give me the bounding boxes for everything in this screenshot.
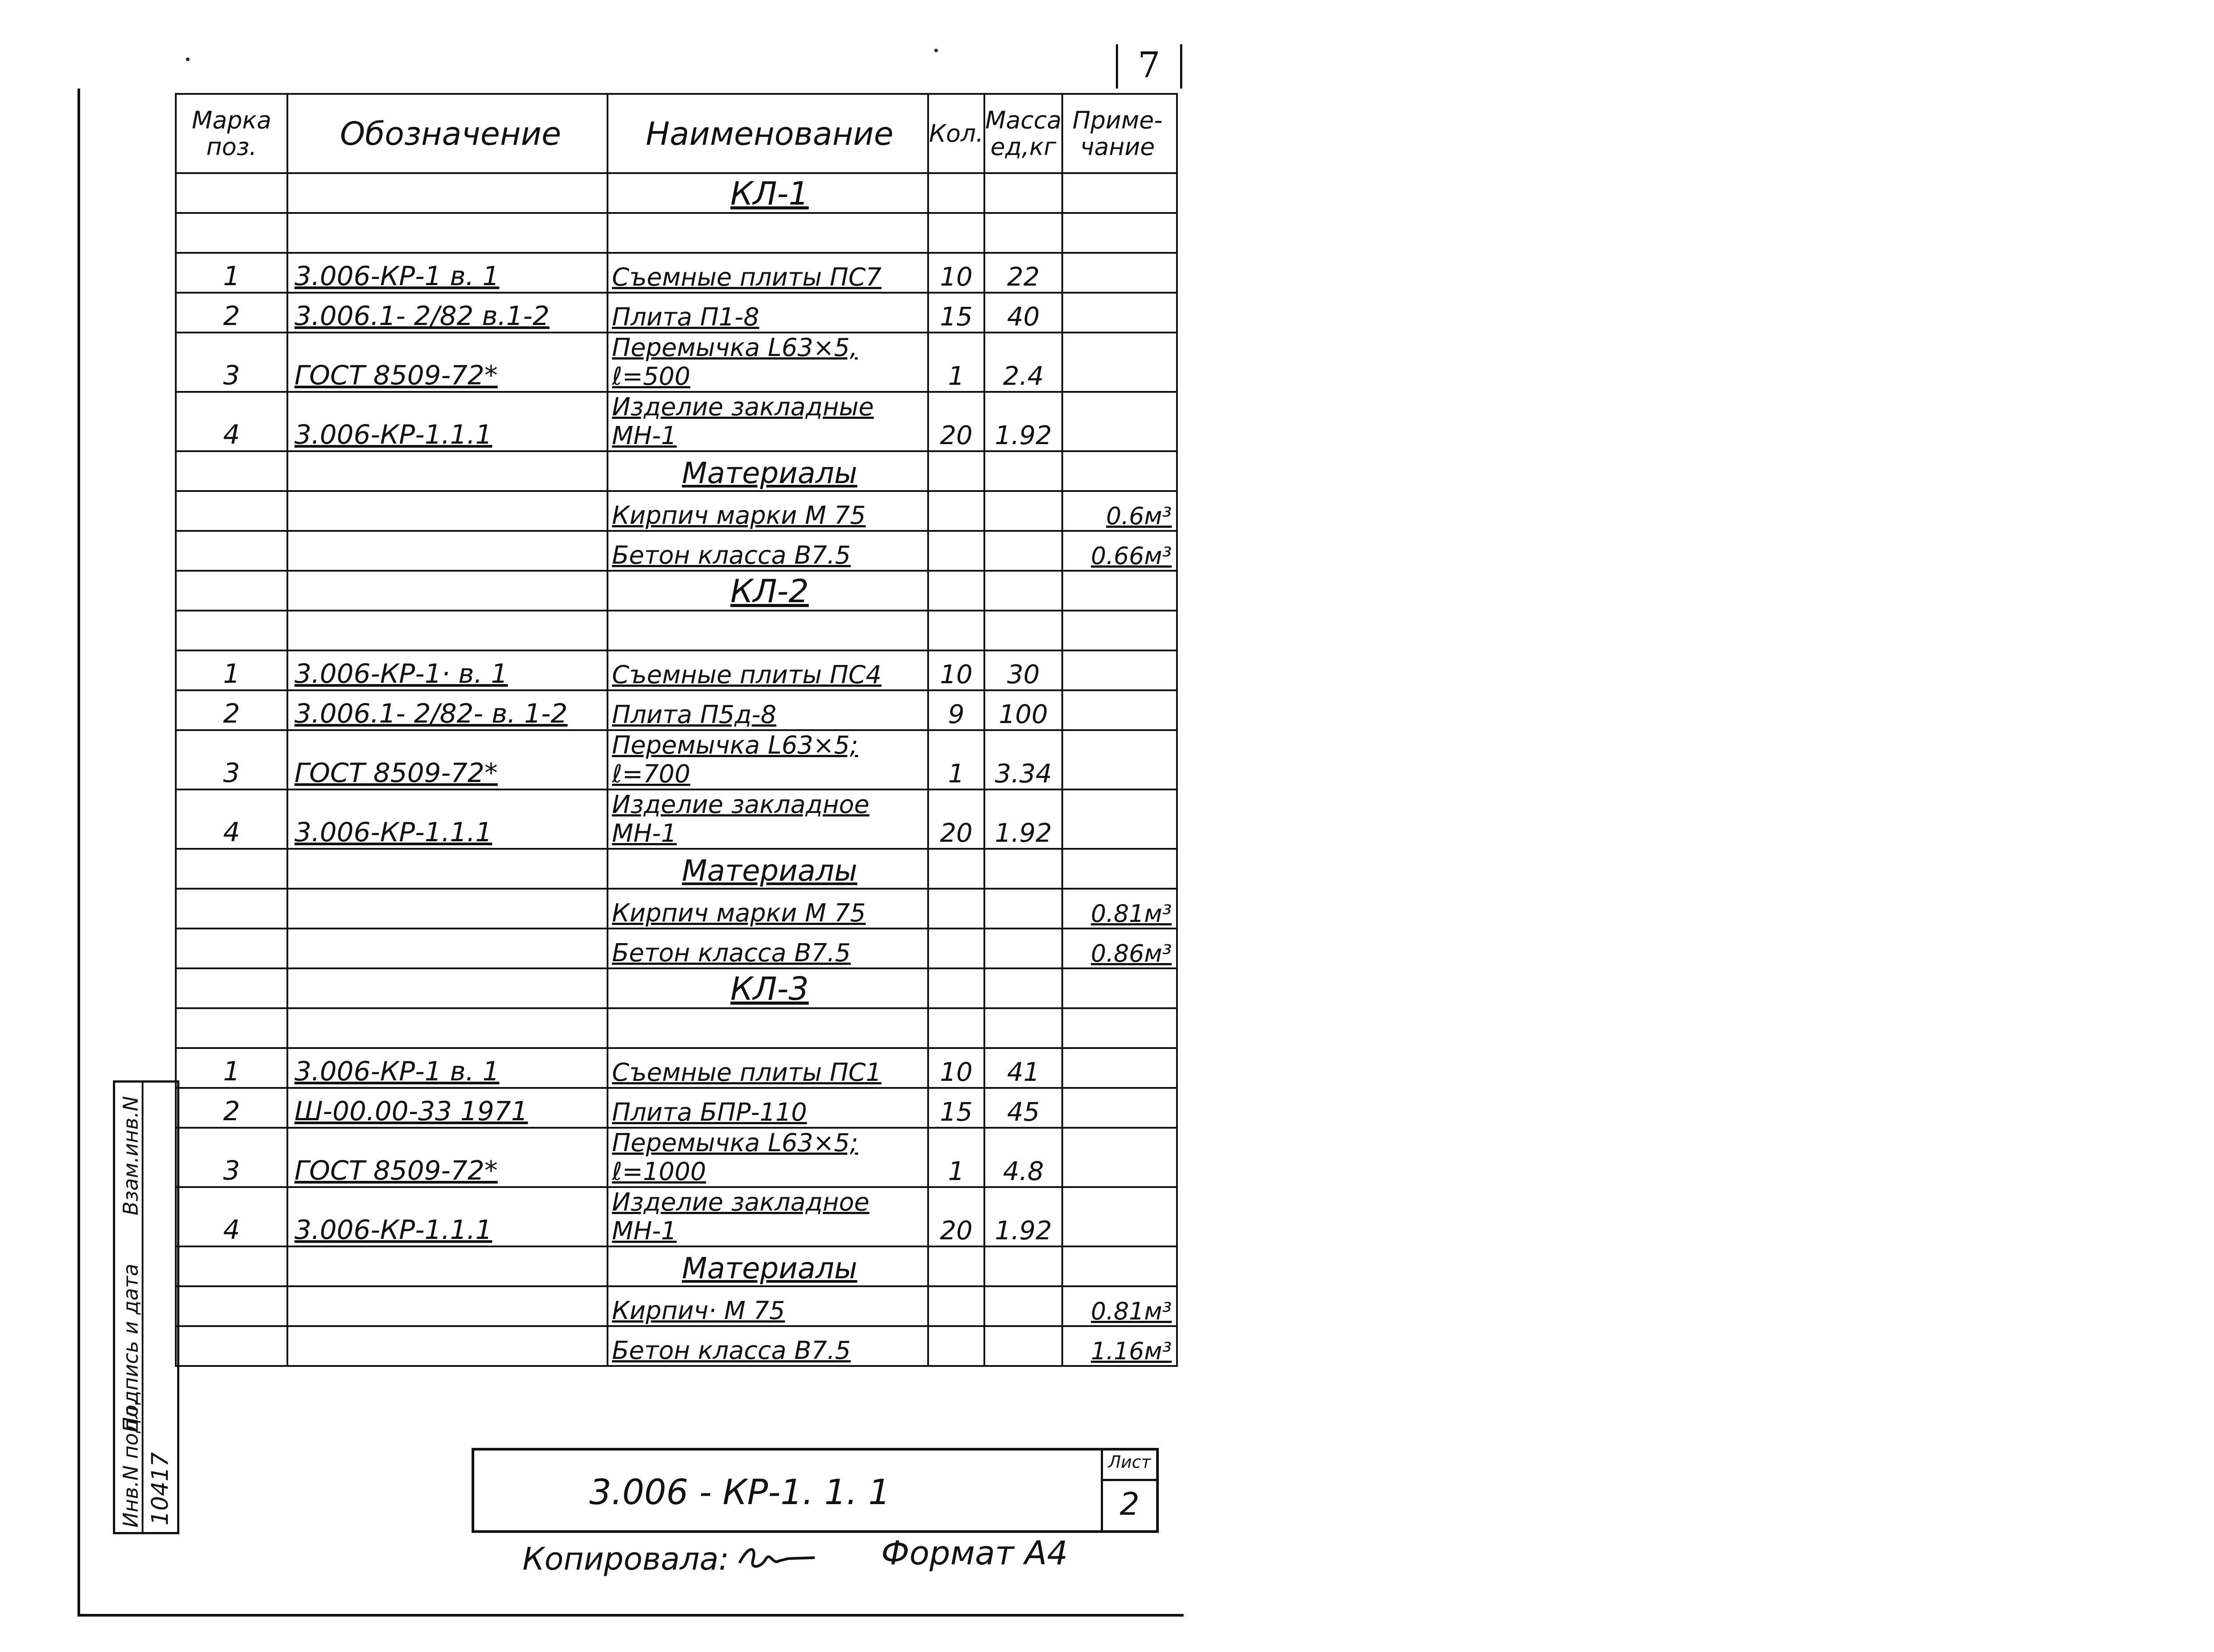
item-designation: Ш-00.00-33 1971 [287,1088,608,1128]
material-row [176,1286,1177,1326]
side-stamp [113,1080,179,1534]
item-name: Плита БПР-110 [608,1088,928,1128]
material-row [176,929,1177,968]
item-designation: 3.006.1- 2/82- в. 1-2 [287,690,608,730]
cell-empty [608,213,928,253]
cell-empty [984,968,1062,1008]
item-name: Плита П1-8 [608,293,928,333]
side-swap-label: Взам.инв.N [119,1096,143,1215]
cell-empty [176,1326,287,1366]
materials-title: Материалы [608,451,928,491]
speck [934,49,938,52]
item-position: 4 [176,1187,287,1246]
cell-empty [984,1286,1062,1326]
table-row [176,1187,1177,1246]
table-row-empty [176,611,1177,650]
item-qty: 10 [928,253,984,293]
table-row [176,293,1177,333]
table-row [176,730,1177,789]
item-designation: 3.006-КР-1.1.1 [287,789,608,849]
item-position: 2 [176,690,287,730]
item-designation: ГОСТ 8509-72* [287,730,608,789]
item-note [1062,690,1177,730]
specification-body [176,173,1177,1366]
table-row [176,650,1177,690]
cell-empty [287,531,608,571]
item-note [1062,1088,1177,1128]
cell-empty [928,1246,984,1286]
side-inv-label: Инв.N подл. [119,1399,143,1528]
item-position: 1 [176,650,287,690]
item-name: Изделие закладное МН-1 [608,1187,928,1246]
item-note [1062,1187,1177,1246]
section-title: КЛ-2 [608,571,928,611]
material-volume: 1.16м³ [1062,1326,1177,1366]
item-qty: 1 [928,730,984,789]
item-name: Съемные плиты ПС4 [608,650,928,690]
cell-empty [984,929,1062,968]
item-position: 1 [176,1048,287,1088]
cell-empty [984,451,1062,491]
document-code: 3.006 - КР-1. 1. 1 [589,1473,890,1513]
material-volume: 0.81м³ [1062,1286,1177,1326]
cell-empty [176,571,287,611]
cell-empty [176,531,287,571]
table-row-empty [176,1008,1177,1048]
cell-empty [287,1008,608,1048]
cell-empty [928,1326,984,1366]
cell-empty [287,1286,608,1326]
item-mass: 45 [984,1088,1062,1128]
item-qty: 9 [928,690,984,730]
item-mass: 100 [984,690,1062,730]
cell-empty [928,213,984,253]
item-note [1062,1048,1177,1088]
cell-empty [608,611,928,650]
item-qty: 15 [928,293,984,333]
item-qty: 20 [928,789,984,849]
materials-title: Материалы [608,849,928,889]
page-number: 7 [1138,44,1161,85]
table-row [176,1048,1177,1088]
item-position: 4 [176,789,287,849]
cell-empty [287,968,608,1008]
cell-empty [176,1008,287,1048]
item-mass: 1.92 [984,392,1062,451]
cell-empty [1062,611,1177,650]
table-row [176,253,1177,293]
cell-empty [984,571,1062,611]
cell-empty [928,531,984,571]
cell-empty [287,889,608,929]
item-mass: 1.92 [984,1187,1062,1246]
item-qty: 1 [928,1128,984,1187]
item-designation: ГОСТ 8509-72* [287,1128,608,1187]
cell-empty [287,611,608,650]
material-volume: 0.81м³ [1062,889,1177,929]
item-position: 4 [176,392,287,451]
material-volume: 0.66м³ [1062,531,1177,571]
item-note [1062,293,1177,333]
item-name: Съемные плиты ПС7 [608,253,928,293]
section-title-row [176,173,1177,213]
sheet-number: 2 [1119,1486,1140,1522]
title-block [472,1448,1159,1533]
materials-title-row [176,451,1177,491]
cell-empty [984,849,1062,889]
cell-empty [287,1246,608,1286]
section-title: КЛ-1 [608,173,928,213]
item-designation: 3.006-КР-1 в. 1 [287,253,608,293]
cell-empty [176,968,287,1008]
cell-empty [984,889,1062,929]
speck [186,58,190,61]
cell-empty [984,1326,1062,1366]
item-name: Перемычка L63×5; ℓ=1000 [608,1128,928,1187]
cell-empty [176,491,287,531]
cell-empty [1062,849,1177,889]
item-name: Изделие закладные МН-1 [608,392,928,451]
copier-signature [735,1536,824,1581]
cell-empty [928,611,984,650]
cell-empty [287,1326,608,1366]
item-name: Изделие закладное МН-1 [608,789,928,849]
item-note [1062,1128,1177,1187]
item-mass: 30 [984,650,1062,690]
material-row [176,889,1177,929]
cell-empty [176,173,287,213]
cell-empty [287,451,608,491]
cell-empty [1062,1008,1177,1048]
item-name: Плита П5д-8 [608,690,928,730]
item-note [1062,730,1177,789]
item-qty: 20 [928,1187,984,1246]
cell-empty [928,929,984,968]
cell-empty [984,611,1062,650]
item-name: Перемычка L63×5, ℓ=500 [608,333,928,392]
cell-empty [984,531,1062,571]
material-name: Кирпич марки М 75 [608,491,928,531]
cell-empty [984,173,1062,213]
material-name: Кирпич· М 75 [608,1286,928,1326]
section-title-row [176,571,1177,611]
cell-empty [176,849,287,889]
page-number-box [1116,44,1182,89]
item-mass: 41 [984,1048,1062,1088]
cell-empty [1062,173,1177,213]
side-inv-value: 10417 [147,1452,174,1525]
material-name: Кирпич марки М 75 [608,889,928,929]
cell-empty [287,491,608,531]
item-mass: 2.4 [984,333,1062,392]
cell-empty [984,1008,1062,1048]
item-qty: 20 [928,392,984,451]
cell-empty [1062,968,1177,1008]
table-row [176,690,1177,730]
item-name: Перемычка L63×5; ℓ=700 [608,730,928,789]
item-qty: 15 [928,1088,984,1128]
item-designation: 3.006-КР-1· в. 1 [287,650,608,690]
header-mark: Марка поз. [176,94,287,173]
item-note [1062,789,1177,849]
format-label: Формат А4 [881,1534,1068,1572]
section-title-row [176,968,1177,1008]
cell-empty [928,849,984,889]
header-designation: Обозначение [287,94,608,173]
cell-empty [287,173,608,213]
material-volume: 0.6м³ [1062,491,1177,531]
materials-title: Материалы [608,1246,928,1286]
cell-empty [984,213,1062,253]
cell-empty [176,611,287,650]
cell-empty [984,1246,1062,1286]
cell-empty [287,213,608,253]
item-designation: 3.006-КР-1.1.1 [287,1187,608,1246]
header-qty: Кол. [928,94,984,173]
item-qty: 1 [928,333,984,392]
material-row [176,1326,1177,1366]
specification-table [175,93,1178,1367]
item-note [1062,650,1177,690]
item-name: Съемные плиты ПС1 [608,1048,928,1088]
cell-empty [176,1286,287,1326]
cell-empty [176,889,287,929]
item-designation: 3.006-КР-1.1.1 [287,392,608,451]
table-row [176,1128,1177,1187]
cell-empty [1062,213,1177,253]
item-position: 3 [176,1128,287,1187]
cell-empty [287,849,608,889]
header-note: Приме-чание [1062,94,1177,173]
material-row [176,491,1177,531]
cell-empty [928,1008,984,1048]
table-row [176,1088,1177,1128]
material-name: Бетон класса В7.5 [608,929,928,968]
table-row [176,392,1177,451]
cell-empty [1062,571,1177,611]
item-qty: 10 [928,1048,984,1088]
item-position: 2 [176,293,287,333]
item-qty: 10 [928,650,984,690]
sheet-label: Лист [1103,1452,1156,1481]
copied-by-label: Копировала: [523,1541,729,1577]
item-mass: 22 [984,253,1062,293]
item-note [1062,392,1177,451]
material-volume: 0.86м³ [1062,929,1177,968]
cell-empty [608,1008,928,1048]
cell-empty [287,571,608,611]
table-row [176,789,1177,849]
item-mass: 3.34 [984,730,1062,789]
item-designation: 3.006-КР-1 в. 1 [287,1048,608,1088]
item-position: 2 [176,1088,287,1128]
cell-empty [176,929,287,968]
material-name: Бетон класса В7.5 [608,531,928,571]
side-sign-label: Подпись и дата [119,1263,143,1432]
cell-empty [1062,451,1177,491]
item-position: 1 [176,253,287,293]
cell-empty [928,968,984,1008]
cell-empty [928,451,984,491]
item-mass: 4.8 [984,1128,1062,1187]
cell-empty [928,173,984,213]
sheet-cell [1101,1451,1156,1530]
item-mass: 40 [984,293,1062,333]
material-row [176,531,1177,571]
cell-empty [176,213,287,253]
header-row [176,94,1177,173]
cell-empty [176,1246,287,1286]
cell-empty [287,929,608,968]
item-designation: ГОСТ 8509-72* [287,333,608,392]
item-mass: 1.92 [984,789,1062,849]
cell-empty [928,889,984,929]
table-row [176,333,1177,392]
item-designation: 3.006.1- 2/82 в.1-2 [287,293,608,333]
item-position: 3 [176,730,287,789]
header-name: Наименование [608,94,928,173]
item-note [1062,333,1177,392]
header-mass: Масса ед,кг [984,94,1062,173]
materials-title-row [176,849,1177,889]
cell-empty [928,491,984,531]
materials-title-row [176,1246,1177,1286]
item-position: 3 [176,333,287,392]
cell-empty [1062,1246,1177,1286]
table-row-empty [176,213,1177,253]
cell-empty [928,1286,984,1326]
cell-empty [984,491,1062,531]
item-note [1062,253,1177,293]
section-title: КЛ-3 [608,968,928,1008]
cell-empty [176,451,287,491]
cell-empty [928,571,984,611]
material-name: Бетон класса В7.5 [608,1326,928,1366]
